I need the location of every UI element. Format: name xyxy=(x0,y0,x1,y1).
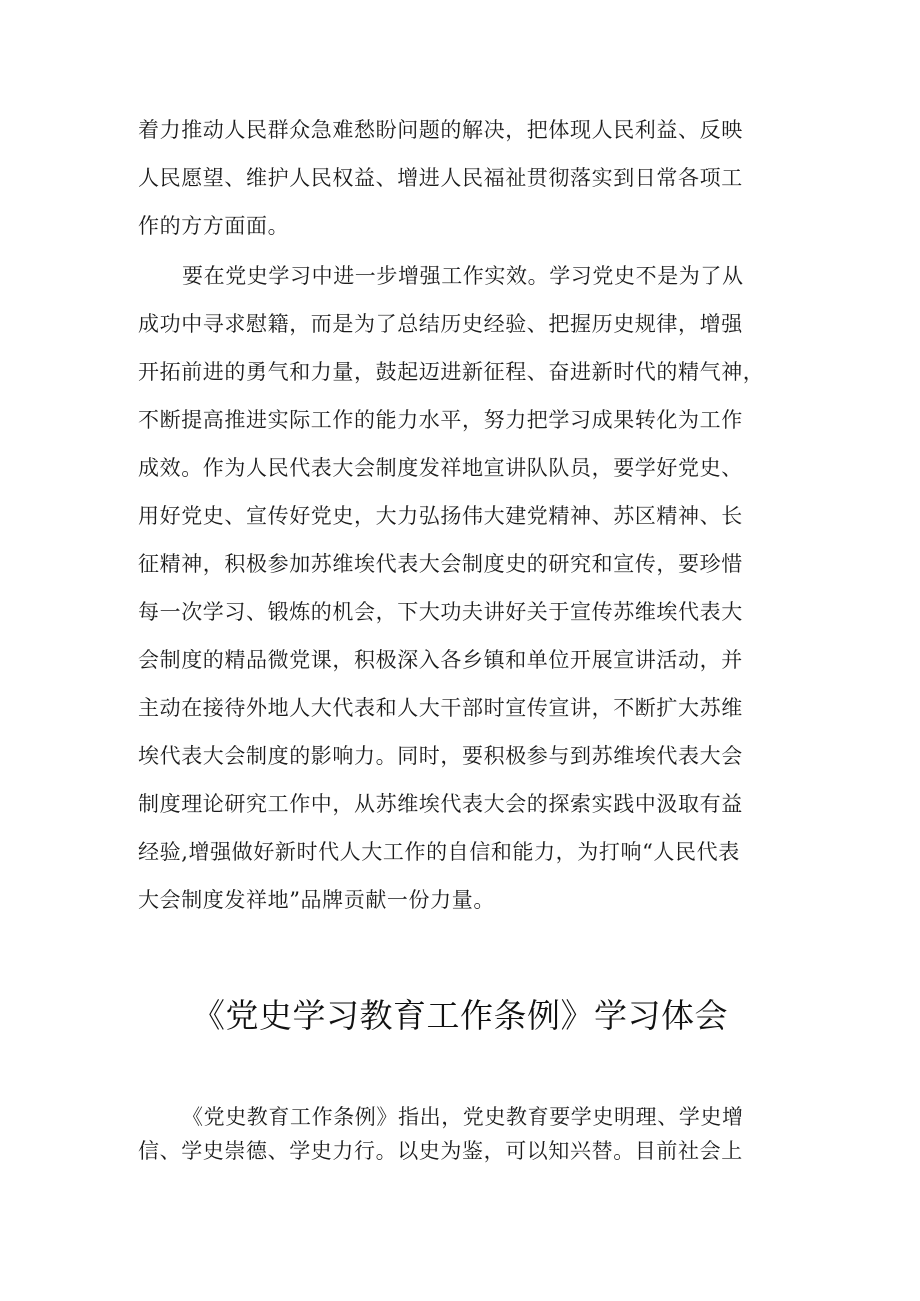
text-line: 主动在接待外地人大代表和人大干部时宣传宣讲，不断扩大苏维 xyxy=(138,696,743,720)
paragraph-2 xyxy=(138,252,798,924)
text-line: 人民愿望、维护人民权益、增进人民福祉贯彻落实到日常各项工 xyxy=(138,166,743,190)
text-line: 作的方方面面。 xyxy=(138,214,290,238)
text-line: 成效。作为人民代表大会制度发祥地宣讲队队员，要学好党史、 xyxy=(138,456,743,480)
text-line: 不断提高推进实际工作的能力水平，努力把学习成果转化为工作 xyxy=(138,408,743,432)
text-line: 制度理论研究工作中，从苏维埃代表大会的探索实践中汲取有益 xyxy=(138,792,743,816)
text-line: 《党史教育工作条例》指出，党史教育要学史明理、学史增 xyxy=(182,1105,744,1129)
text-line: 信、学史崇德、学史力行。以史为鉴，可以知兴替。目前社会上 xyxy=(138,1139,743,1163)
text-line: 着力推动人民群众急难愁盼问题的解决，把体现人民利益、反映 xyxy=(138,118,743,142)
text-line: 会制度的精品微党课，积极深入各乡镇和单位开展宣讲活动，并 xyxy=(138,648,743,672)
paragraph-1 xyxy=(138,106,798,250)
section-title: 《党史学习教育工作条例》学习体会 xyxy=(192,996,728,1035)
text-line: 要在党史学习中进一步增强工作实效。学习党史不是为了从 xyxy=(182,264,744,288)
text-line: 征精神，积极参加苏维埃代表大会制度史的研究和宣传，要珍惜 xyxy=(138,552,743,576)
text-line: 埃代表大会制度的影响力。同时，要积极参与到苏维埃代表大会 xyxy=(138,744,743,768)
text-line: 开拓前进的勇气和力量，鼓起迈进新征程、奋进新时代的精气神， xyxy=(138,360,765,384)
text-line: 大会制度发祥地”品牌贡献一份力量。 xyxy=(138,888,495,912)
text-line: 用好党史、宣传好党史，大力弘扬伟大建党精神、苏区精神、长 xyxy=(138,504,743,528)
text-line: 成功中寻求慰籍，而是为了总结历史经验、把握历史规律，增强 xyxy=(138,312,743,336)
text-line: 经验,增强做好新时代人大工作的自信和能力，为打响“人民代表 xyxy=(138,840,740,864)
text-line: 每一次学习、锻炼的机会，下大功夫讲好关于宣传苏维埃代表大 xyxy=(138,600,743,624)
paragraph-3 xyxy=(138,1100,798,1168)
